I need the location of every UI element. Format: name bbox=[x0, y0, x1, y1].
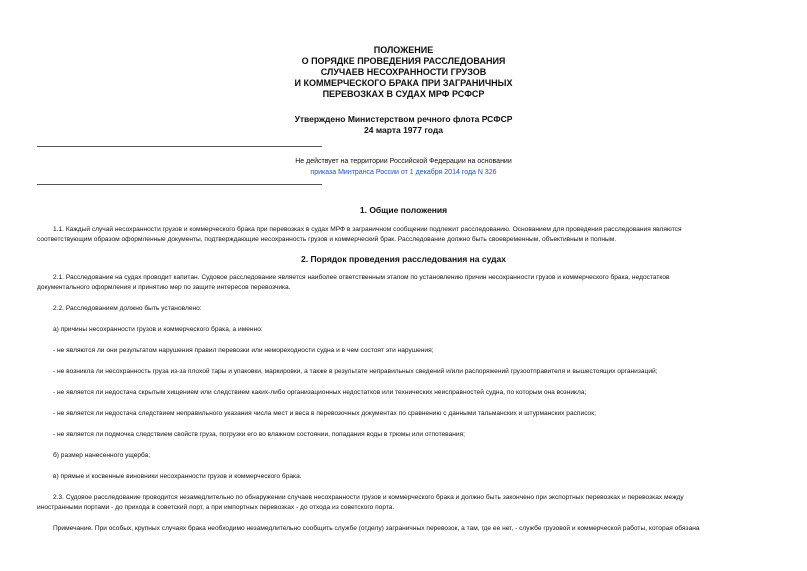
list-item-dash-1: - не являются ли они результатом нарушения правил перевозки или немореходности судна и в чем состоят эти нарушения; bbox=[53, 347, 434, 354]
paragraph-1-1-line-1: 1.1. Каждый случай несохранности грузов и коммерческого брака при перевозках в судах МРФ в заграничном сообщении подлежит расследованию. Основанием для проведения расследования являются bbox=[53, 226, 682, 233]
paragraph-2-3-line-2: иностранными портами - до прихода в советский порт, а при импортных перевозках - до отхода из советского порта. bbox=[37, 504, 395, 511]
paragraph-2-1-line-2: документального оформления и принятию мер по защите интересов перевозчика. bbox=[37, 284, 291, 291]
repeal-order-link[interactable]: приказа Минтранса России от 1 декабря 2014 года N 326 bbox=[310, 169, 497, 176]
paragraph-note: Примечание. При особых, крупных случаях брака необходимо незамедлительно сообщить службе (отделу) заграничных перевозок, а там, где ее нет, - службе грузовой и коммерческой работы, которая обязана bbox=[53, 525, 700, 532]
item-a: а) причины несохранности грузов и коммерческого брака, а именно: bbox=[53, 326, 263, 333]
approval-authority: Утверждено Министерством речного флота РСФСР bbox=[294, 114, 513, 124]
section-heading-procedure: 2. Порядок проведения расследования на судах bbox=[301, 254, 506, 264]
paragraph-2-2: 2.2. Расследованием должно быть установлено: bbox=[53, 305, 202, 312]
list-item-dash-3: - не является ли недостача скрытым хищением или следствием каких-либо организационных недостатков или технических неисправностей судна, по которым она возникла; bbox=[53, 389, 587, 396]
list-item-dash-5: - не является ли подмочка следствием свойств груза, погрузки его во влажном состоянии, попадания воды в трюмы или отпотевания; bbox=[53, 431, 466, 438]
title-line: ПОЛОЖЕНИЕ bbox=[373, 45, 434, 55]
paragraph-1-1-line-2: соответствующим образом оформленные документы, подтверждающие несохранность грузов и коммерческий брак. Расследование должно быть своевременным, объективным и полным. bbox=[37, 236, 617, 243]
paragraph-2-1-line-1: 2.1. Расследование на судах проводит капитан. Судовое расследование является наиболее ответственным этапом по установлению причин несохранности грузов и коммерческого брака, недостатков bbox=[53, 274, 670, 281]
status-notice: Не действует на территории Российской Федерации на основании bbox=[295, 158, 512, 165]
document-title bbox=[0, 45, 807, 100]
list-item-dash-2: - не возникла ли несохранность груза из-за плохой тары и упаковки, маркировки, а также в результате неправильных сведений и/или распоряжений грузоотправителя и вышестоящих организаций; bbox=[53, 368, 658, 375]
item-v: в) прямые и косвенные виновники несохранности грузов и коммерческого брака. bbox=[53, 473, 302, 480]
divider-top bbox=[37, 146, 322, 147]
paragraph-2-3-line-1: 2.3. Судовое расследование проводится незамедлительно по обнаружении случаев несохранности грузов и коммерческого брака и должно быть закончено при экспортных перевозках и перевозках между bbox=[53, 494, 684, 501]
section-heading-general: 1. Общие положения bbox=[359, 205, 448, 215]
status-notice-link-row bbox=[0, 168, 807, 177]
divider-bottom bbox=[37, 184, 322, 185]
item-b: б) размер нанесенного ущерба; bbox=[53, 452, 151, 459]
approval-date: 24 марта 1977 года bbox=[364, 125, 443, 135]
title-line: ПЕРЕВОЗКАХ В СУДАХ МРФ РСФСР bbox=[322, 89, 485, 99]
title-line: СЛУЧАЕВ НЕСОХРАННОСТИ ГРУЗОВ bbox=[320, 67, 487, 77]
list-item-dash-4: - не является ли недостача следствием неправильного указания числа мест и веса в перевозочных документах по сравнению с данными тальманских и штурманских расписок; bbox=[53, 410, 596, 417]
title-line: О ПОРЯДКЕ ПРОВЕДЕНИЯ РАССЛЕДОВАНИЯ bbox=[301, 56, 506, 66]
approval-block bbox=[0, 114, 807, 136]
title-line: И КОММЕРЧЕСКОГО БРАКА ПРИ ЗАГРАНИЧНЫХ bbox=[294, 78, 513, 88]
